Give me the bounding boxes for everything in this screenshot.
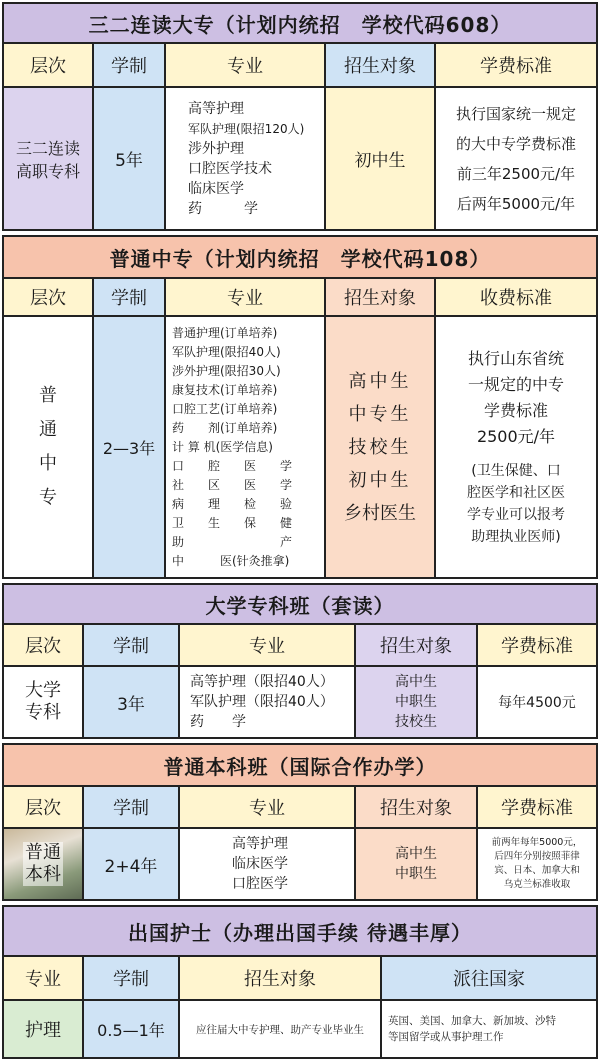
- header-major: 专业: [180, 787, 356, 827]
- header-target: 招生对象: [356, 625, 478, 665]
- majors-list: 普通护理(订单培养) 军队护理(限招40人) 涉外护理(限招30人) 康复技术(订单培养) 口腔工艺(订单培养) 药 剂(订单培养) 计 算 机(医学信息) 口 腔 医 学 社 区 医 学 病 理 检 验 卫 生 保 健 助 产 中 医(针灸推拿): [166, 317, 326, 577]
- majors-list: 高等护理（限招40人） 军队护理（限招40人） 药 学: [180, 667, 356, 737]
- header-fee: 学费标准: [478, 625, 596, 665]
- section-title: 普通本科班（国际合作办学）: [4, 745, 596, 787]
- duration-cell: 2+4年: [84, 829, 180, 899]
- fee-cell: 执行山东省统 一规定的中专 学费标准 2500元/年 (卫生保健、口 腔医学和社区医 学专业可以报考 助理执业医师): [436, 317, 596, 577]
- header-duration: 学制: [84, 625, 180, 665]
- majors-list: 高等护理 临床医学 口腔医学: [180, 829, 356, 899]
- duration-cell: 5年: [94, 88, 166, 229]
- section-vocational-secondary: [2, 235, 598, 579]
- header-level: 层次: [4, 625, 84, 665]
- header-countries: 派往国家: [382, 957, 596, 999]
- header-major: 专业: [166, 44, 326, 86]
- level-cell: 大学 专科: [4, 667, 84, 737]
- data-row: [4, 317, 596, 577]
- data-row: [4, 88, 596, 229]
- header-fee: 学费标准: [436, 44, 596, 86]
- section-title: 出国护士（办理出国手续 待遇丰厚）: [4, 907, 596, 957]
- fee-cell: 执行国家统一规定 的大中专学费标准 前三年2500元/年 后两年5000元/年: [436, 88, 596, 229]
- target-cell: 应往届大中专护理、助产专业毕业生: [180, 1001, 382, 1057]
- section-title: 三二连读大专（计划内统招 学校代码608）: [4, 4, 596, 44]
- countries-cell: 英国、美国、加拿大、新加坡、沙特 等国留学或从事护理工作: [382, 1001, 596, 1057]
- header-row: [4, 44, 596, 88]
- targets-list: 高中生 中职生: [356, 829, 478, 899]
- header-level: 层次: [4, 787, 84, 827]
- duration-cell: 3年: [84, 667, 180, 737]
- major-cell: 护理: [4, 1001, 84, 1057]
- section-title: 普通中专（计划内统招 学校代码108）: [4, 237, 596, 279]
- data-row: [4, 1001, 596, 1057]
- header-row: [4, 787, 596, 829]
- header-target: 招生对象: [180, 957, 382, 999]
- header-duration: 学制: [84, 787, 180, 827]
- section-undergraduate-intl: [2, 743, 598, 901]
- header-major: 专业: [4, 957, 84, 999]
- header-duration: 学制: [94, 279, 166, 315]
- header-duration: 学制: [94, 44, 166, 86]
- section-three-two-college: [2, 2, 598, 231]
- header-duration: 学制: [84, 957, 180, 999]
- section-college-bridge: [2, 583, 598, 739]
- fee-cell: 前两年每年5000元， 后四年分别按照菲律 宾、日本、加拿大和 乌克兰标准收取: [478, 829, 596, 899]
- header-row: [4, 279, 596, 317]
- section-title: 大学专科班（套读）: [4, 585, 596, 625]
- data-row: [4, 829, 596, 899]
- level-cell: 三二连读 高职专科: [4, 88, 94, 229]
- section-overseas-nurse: [2, 905, 598, 1059]
- targets-list: 高中生 中职生 技校生: [356, 667, 478, 737]
- data-row: [4, 667, 596, 737]
- target-cell: 初中生: [326, 88, 436, 229]
- duration-cell: 0.5—1年: [84, 1001, 180, 1057]
- level-cell: 普通 本科: [4, 829, 84, 899]
- header-level: 层次: [4, 279, 94, 315]
- header-row: [4, 625, 596, 667]
- header-level: 层次: [4, 44, 94, 86]
- header-fee: 收费标准: [436, 279, 596, 315]
- targets-list: 高中生 中专生 技校生 初中生 乡村医生: [326, 317, 436, 577]
- level-cell: 普 通 中 专: [4, 317, 94, 577]
- header-target: 招生对象: [326, 44, 436, 86]
- header-fee: 学费标准: [478, 787, 596, 827]
- header-major: 专业: [166, 279, 326, 315]
- duration-cell: 2—3年: [94, 317, 166, 577]
- fee-cell: 每年4500元: [478, 667, 596, 737]
- header-target: 招生对象: [326, 279, 436, 315]
- majors-list: 高等护理 军队护理(限招120人) 涉外护理 口腔医学技术 临床医学 药 学: [166, 88, 326, 229]
- header-target: 招生对象: [356, 787, 478, 827]
- header-row: [4, 957, 596, 1001]
- header-major: 专业: [180, 625, 356, 665]
